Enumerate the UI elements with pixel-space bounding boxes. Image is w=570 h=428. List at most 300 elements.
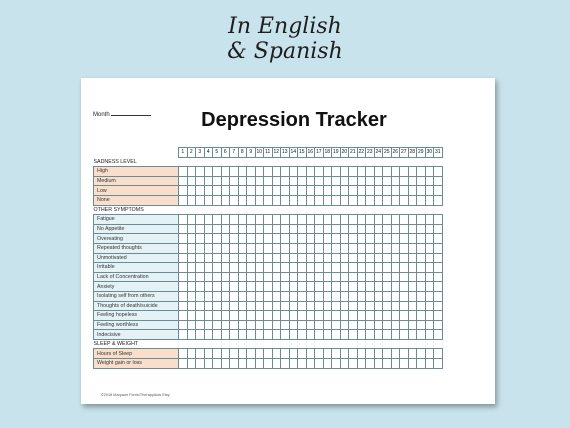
day-cell[interactable] xyxy=(196,186,205,196)
day-cell[interactable] xyxy=(306,301,315,311)
day-cell[interactable] xyxy=(357,291,366,301)
day-cell[interactable] xyxy=(349,167,358,177)
day-cell[interactable] xyxy=(196,359,205,369)
day-cell[interactable] xyxy=(306,320,315,330)
day-cell[interactable] xyxy=(272,272,281,282)
day-cell[interactable] xyxy=(357,186,366,196)
day-cell[interactable] xyxy=(374,311,383,321)
day-cell[interactable] xyxy=(323,282,332,292)
day-cell[interactable] xyxy=(196,349,205,359)
day-cell[interactable] xyxy=(255,272,264,282)
day-cell[interactable] xyxy=(408,263,417,273)
day-cell[interactable] xyxy=(264,301,273,311)
day-cell[interactable] xyxy=(391,359,400,369)
day-cell[interactable] xyxy=(374,243,383,253)
day-cell[interactable] xyxy=(281,253,290,263)
day-cell[interactable] xyxy=(306,330,315,340)
day-cell[interactable] xyxy=(315,320,324,330)
day-cell[interactable] xyxy=(383,234,392,244)
day-cell[interactable] xyxy=(357,263,366,273)
day-cell[interactable] xyxy=(238,243,247,253)
day-cell[interactable] xyxy=(230,186,239,196)
day-cell[interactable] xyxy=(281,272,290,282)
day-cell[interactable] xyxy=(179,272,188,282)
day-cell[interactable] xyxy=(400,253,409,263)
day-cell[interactable] xyxy=(366,291,375,301)
day-cell[interactable] xyxy=(374,234,383,244)
day-cell[interactable] xyxy=(213,291,222,301)
day-cell[interactable] xyxy=(204,186,213,196)
day-cell[interactable] xyxy=(417,224,426,234)
day-cell[interactable] xyxy=(383,301,392,311)
day-cell[interactable] xyxy=(230,234,239,244)
day-cell[interactable] xyxy=(255,195,264,205)
day-cell[interactable] xyxy=(298,215,307,225)
day-cell[interactable] xyxy=(230,195,239,205)
day-cell[interactable] xyxy=(221,224,230,234)
day-cell[interactable] xyxy=(417,282,426,292)
day-cell[interactable] xyxy=(238,320,247,330)
day-cell[interactable] xyxy=(417,301,426,311)
day-cell[interactable] xyxy=(179,167,188,177)
day-cell[interactable] xyxy=(391,224,400,234)
day-cell[interactable] xyxy=(340,282,349,292)
day-cell[interactable] xyxy=(247,253,256,263)
day-cell[interactable] xyxy=(230,311,239,321)
day-cell[interactable] xyxy=(179,253,188,263)
day-cell[interactable] xyxy=(281,359,290,369)
day-cell[interactable] xyxy=(417,253,426,263)
day-cell[interactable] xyxy=(272,215,281,225)
day-cell[interactable] xyxy=(196,301,205,311)
day-cell[interactable] xyxy=(323,349,332,359)
day-cell[interactable] xyxy=(391,282,400,292)
day-cell[interactable] xyxy=(408,215,417,225)
day-cell[interactable] xyxy=(221,311,230,321)
day-cell[interactable] xyxy=(425,320,434,330)
day-cell[interactable] xyxy=(366,301,375,311)
day-cell[interactable] xyxy=(323,234,332,244)
day-cell[interactable] xyxy=(272,359,281,369)
day-cell[interactable] xyxy=(204,253,213,263)
day-cell[interactable] xyxy=(213,320,222,330)
day-cell[interactable] xyxy=(247,234,256,244)
day-cell[interactable] xyxy=(408,186,417,196)
day-cell[interactable] xyxy=(298,330,307,340)
day-cell[interactable] xyxy=(383,253,392,263)
day-cell[interactable] xyxy=(408,272,417,282)
day-cell[interactable] xyxy=(400,263,409,273)
day-cell[interactable] xyxy=(204,320,213,330)
day-cell[interactable] xyxy=(349,243,358,253)
day-cell[interactable] xyxy=(349,186,358,196)
day-cell[interactable] xyxy=(391,320,400,330)
day-cell[interactable] xyxy=(400,349,409,359)
day-cell[interactable] xyxy=(255,330,264,340)
day-cell[interactable] xyxy=(340,234,349,244)
day-cell[interactable] xyxy=(264,311,273,321)
day-cell[interactable] xyxy=(332,195,341,205)
day-cell[interactable] xyxy=(417,176,426,186)
day-cell[interactable] xyxy=(425,272,434,282)
day-cell[interactable] xyxy=(289,349,298,359)
day-cell[interactable] xyxy=(400,320,409,330)
day-cell[interactable] xyxy=(272,224,281,234)
day-cell[interactable] xyxy=(187,282,196,292)
day-cell[interactable] xyxy=(366,176,375,186)
day-cell[interactable] xyxy=(247,282,256,292)
day-cell[interactable] xyxy=(230,282,239,292)
day-cell[interactable] xyxy=(238,263,247,273)
day-cell[interactable] xyxy=(298,176,307,186)
day-cell[interactable] xyxy=(408,234,417,244)
day-cell[interactable] xyxy=(187,320,196,330)
day-cell[interactable] xyxy=(272,243,281,253)
day-cell[interactable] xyxy=(281,167,290,177)
day-cell[interactable] xyxy=(179,186,188,196)
day-cell[interactable] xyxy=(417,167,426,177)
day-cell[interactable] xyxy=(298,224,307,234)
day-cell[interactable] xyxy=(315,359,324,369)
day-cell[interactable] xyxy=(281,349,290,359)
day-cell[interactable] xyxy=(196,234,205,244)
day-cell[interactable] xyxy=(204,195,213,205)
day-cell[interactable] xyxy=(298,243,307,253)
day-cell[interactable] xyxy=(221,234,230,244)
day-cell[interactable] xyxy=(323,195,332,205)
day-cell[interactable] xyxy=(187,301,196,311)
day-cell[interactable] xyxy=(298,234,307,244)
day-cell[interactable] xyxy=(255,215,264,225)
day-cell[interactable] xyxy=(425,167,434,177)
day-cell[interactable] xyxy=(213,263,222,273)
day-cell[interactable] xyxy=(247,291,256,301)
day-cell[interactable] xyxy=(391,234,400,244)
day-cell[interactable] xyxy=(221,186,230,196)
day-cell[interactable] xyxy=(315,243,324,253)
day-cell[interactable] xyxy=(332,167,341,177)
day-cell[interactable] xyxy=(315,272,324,282)
day-cell[interactable] xyxy=(230,224,239,234)
day-cell[interactable] xyxy=(238,253,247,263)
day-cell[interactable] xyxy=(221,320,230,330)
day-cell[interactable] xyxy=(332,263,341,273)
day-cell[interactable] xyxy=(417,330,426,340)
day-cell[interactable] xyxy=(281,291,290,301)
day-cell[interactable] xyxy=(289,263,298,273)
day-cell[interactable] xyxy=(340,359,349,369)
day-cell[interactable] xyxy=(434,195,443,205)
day-cell[interactable] xyxy=(238,224,247,234)
day-cell[interactable] xyxy=(408,224,417,234)
day-cell[interactable] xyxy=(366,224,375,234)
day-cell[interactable] xyxy=(255,359,264,369)
day-cell[interactable] xyxy=(323,330,332,340)
day-cell[interactable] xyxy=(306,224,315,234)
day-cell[interactable] xyxy=(315,215,324,225)
day-cell[interactable] xyxy=(281,243,290,253)
day-cell[interactable] xyxy=(349,253,358,263)
day-cell[interactable] xyxy=(213,176,222,186)
day-cell[interactable] xyxy=(383,186,392,196)
day-cell[interactable] xyxy=(340,243,349,253)
day-cell[interactable] xyxy=(179,215,188,225)
day-cell[interactable] xyxy=(289,301,298,311)
day-cell[interactable] xyxy=(374,330,383,340)
day-cell[interactable] xyxy=(374,272,383,282)
day-cell[interactable] xyxy=(315,186,324,196)
day-cell[interactable] xyxy=(323,243,332,253)
day-cell[interactable] xyxy=(425,253,434,263)
day-cell[interactable] xyxy=(315,349,324,359)
day-cell[interactable] xyxy=(323,215,332,225)
day-cell[interactable] xyxy=(383,311,392,321)
day-cell[interactable] xyxy=(255,253,264,263)
day-cell[interactable] xyxy=(247,167,256,177)
day-cell[interactable] xyxy=(255,167,264,177)
day-cell[interactable] xyxy=(289,291,298,301)
day-cell[interactable] xyxy=(247,224,256,234)
day-cell[interactable] xyxy=(332,320,341,330)
day-cell[interactable] xyxy=(408,167,417,177)
day-cell[interactable] xyxy=(238,272,247,282)
day-cell[interactable] xyxy=(213,349,222,359)
day-cell[interactable] xyxy=(425,224,434,234)
day-cell[interactable] xyxy=(340,272,349,282)
day-cell[interactable] xyxy=(289,330,298,340)
day-cell[interactable] xyxy=(264,291,273,301)
day-cell[interactable] xyxy=(332,243,341,253)
day-cell[interactable] xyxy=(289,176,298,186)
day-cell[interactable] xyxy=(408,176,417,186)
day-cell[interactable] xyxy=(255,263,264,273)
day-cell[interactable] xyxy=(196,282,205,292)
day-cell[interactable] xyxy=(366,195,375,205)
day-cell[interactable] xyxy=(366,272,375,282)
day-cell[interactable] xyxy=(417,263,426,273)
day-cell[interactable] xyxy=(357,234,366,244)
day-cell[interactable] xyxy=(204,282,213,292)
day-cell[interactable] xyxy=(434,349,443,359)
day-cell[interactable] xyxy=(264,224,273,234)
day-cell[interactable] xyxy=(230,359,239,369)
day-cell[interactable] xyxy=(383,176,392,186)
day-cell[interactable] xyxy=(289,311,298,321)
day-cell[interactable] xyxy=(340,224,349,234)
day-cell[interactable] xyxy=(204,311,213,321)
day-cell[interactable] xyxy=(340,215,349,225)
day-cell[interactable] xyxy=(434,176,443,186)
day-cell[interactable] xyxy=(391,243,400,253)
day-cell[interactable] xyxy=(425,195,434,205)
day-cell[interactable] xyxy=(323,359,332,369)
day-cell[interactable] xyxy=(349,234,358,244)
day-cell[interactable] xyxy=(400,243,409,253)
day-cell[interactable] xyxy=(425,234,434,244)
day-cell[interactable] xyxy=(281,330,290,340)
day-cell[interactable] xyxy=(187,186,196,196)
day-cell[interactable] xyxy=(230,291,239,301)
day-cell[interactable] xyxy=(196,320,205,330)
day-cell[interactable] xyxy=(383,349,392,359)
day-cell[interactable] xyxy=(315,301,324,311)
day-cell[interactable] xyxy=(306,272,315,282)
day-cell[interactable] xyxy=(434,224,443,234)
day-cell[interactable] xyxy=(434,311,443,321)
day-cell[interactable] xyxy=(340,320,349,330)
day-cell[interactable] xyxy=(272,301,281,311)
day-cell[interactable] xyxy=(247,215,256,225)
day-cell[interactable] xyxy=(272,311,281,321)
day-cell[interactable] xyxy=(213,243,222,253)
day-cell[interactable] xyxy=(323,311,332,321)
day-cell[interactable] xyxy=(366,186,375,196)
day-cell[interactable] xyxy=(357,330,366,340)
day-cell[interactable] xyxy=(196,243,205,253)
day-cell[interactable] xyxy=(272,282,281,292)
day-cell[interactable] xyxy=(289,243,298,253)
day-cell[interactable] xyxy=(349,349,358,359)
day-cell[interactable] xyxy=(357,301,366,311)
day-cell[interactable] xyxy=(383,282,392,292)
day-cell[interactable] xyxy=(179,195,188,205)
day-cell[interactable] xyxy=(357,272,366,282)
day-cell[interactable] xyxy=(349,282,358,292)
day-cell[interactable] xyxy=(306,359,315,369)
day-cell[interactable] xyxy=(340,291,349,301)
day-cell[interactable] xyxy=(366,359,375,369)
day-cell[interactable] xyxy=(417,349,426,359)
day-cell[interactable] xyxy=(238,349,247,359)
day-cell[interactable] xyxy=(213,272,222,282)
day-cell[interactable] xyxy=(434,167,443,177)
day-cell[interactable] xyxy=(408,320,417,330)
day-cell[interactable] xyxy=(323,272,332,282)
day-cell[interactable] xyxy=(425,311,434,321)
day-cell[interactable] xyxy=(357,253,366,263)
day-cell[interactable] xyxy=(349,359,358,369)
day-cell[interactable] xyxy=(196,215,205,225)
day-cell[interactable] xyxy=(221,195,230,205)
day-cell[interactable] xyxy=(383,272,392,282)
day-cell[interactable] xyxy=(332,272,341,282)
day-cell[interactable] xyxy=(374,320,383,330)
day-cell[interactable] xyxy=(400,359,409,369)
day-cell[interactable] xyxy=(408,349,417,359)
day-cell[interactable] xyxy=(323,224,332,234)
day-cell[interactable] xyxy=(264,253,273,263)
day-cell[interactable] xyxy=(323,301,332,311)
day-cell[interactable] xyxy=(349,215,358,225)
day-cell[interactable] xyxy=(289,359,298,369)
day-cell[interactable] xyxy=(400,167,409,177)
day-cell[interactable] xyxy=(434,272,443,282)
day-cell[interactable] xyxy=(230,349,239,359)
day-cell[interactable] xyxy=(264,349,273,359)
day-cell[interactable] xyxy=(340,186,349,196)
day-cell[interactable] xyxy=(349,301,358,311)
day-cell[interactable] xyxy=(289,234,298,244)
day-cell[interactable] xyxy=(230,215,239,225)
day-cell[interactable] xyxy=(196,291,205,301)
day-cell[interactable] xyxy=(230,253,239,263)
day-cell[interactable] xyxy=(306,167,315,177)
day-cell[interactable] xyxy=(306,253,315,263)
day-cell[interactable] xyxy=(434,301,443,311)
day-cell[interactable] xyxy=(204,167,213,177)
day-cell[interactable] xyxy=(425,243,434,253)
day-cell[interactable] xyxy=(281,234,290,244)
day-cell[interactable] xyxy=(434,330,443,340)
day-cell[interactable] xyxy=(179,282,188,292)
day-cell[interactable] xyxy=(221,272,230,282)
day-cell[interactable] xyxy=(255,320,264,330)
day-cell[interactable] xyxy=(332,330,341,340)
day-cell[interactable] xyxy=(196,176,205,186)
day-cell[interactable] xyxy=(204,330,213,340)
day-cell[interactable] xyxy=(264,215,273,225)
day-cell[interactable] xyxy=(340,311,349,321)
day-cell[interactable] xyxy=(374,176,383,186)
day-cell[interactable] xyxy=(357,349,366,359)
day-cell[interactable] xyxy=(391,176,400,186)
day-cell[interactable] xyxy=(383,359,392,369)
day-cell[interactable] xyxy=(349,320,358,330)
day-cell[interactable] xyxy=(400,311,409,321)
day-cell[interactable] xyxy=(391,330,400,340)
day-cell[interactable] xyxy=(366,320,375,330)
day-cell[interactable] xyxy=(400,291,409,301)
day-cell[interactable] xyxy=(255,301,264,311)
day-cell[interactable] xyxy=(289,320,298,330)
day-cell[interactable] xyxy=(298,272,307,282)
day-cell[interactable] xyxy=(340,176,349,186)
day-cell[interactable] xyxy=(247,272,256,282)
day-cell[interactable] xyxy=(340,349,349,359)
day-cell[interactable] xyxy=(366,253,375,263)
day-cell[interactable] xyxy=(340,263,349,273)
day-cell[interactable] xyxy=(247,320,256,330)
day-cell[interactable] xyxy=(366,349,375,359)
day-cell[interactable] xyxy=(332,301,341,311)
day-cell[interactable] xyxy=(213,301,222,311)
day-cell[interactable] xyxy=(298,301,307,311)
day-cell[interactable] xyxy=(230,272,239,282)
day-cell[interactable] xyxy=(187,291,196,301)
day-cell[interactable] xyxy=(281,320,290,330)
day-cell[interactable] xyxy=(289,272,298,282)
day-cell[interactable] xyxy=(366,330,375,340)
day-cell[interactable] xyxy=(204,263,213,273)
day-cell[interactable] xyxy=(196,263,205,273)
day-cell[interactable] xyxy=(332,253,341,263)
day-cell[interactable] xyxy=(230,320,239,330)
day-cell[interactable] xyxy=(238,167,247,177)
day-cell[interactable] xyxy=(264,320,273,330)
day-cell[interactable] xyxy=(179,311,188,321)
day-cell[interactable] xyxy=(255,349,264,359)
day-cell[interactable] xyxy=(425,359,434,369)
day-cell[interactable] xyxy=(247,311,256,321)
day-cell[interactable] xyxy=(408,311,417,321)
day-cell[interactable] xyxy=(187,234,196,244)
day-cell[interactable] xyxy=(230,301,239,311)
day-cell[interactable] xyxy=(349,330,358,340)
day-cell[interactable] xyxy=(179,330,188,340)
day-cell[interactable] xyxy=(289,195,298,205)
day-cell[interactable] xyxy=(340,330,349,340)
day-cell[interactable] xyxy=(230,330,239,340)
